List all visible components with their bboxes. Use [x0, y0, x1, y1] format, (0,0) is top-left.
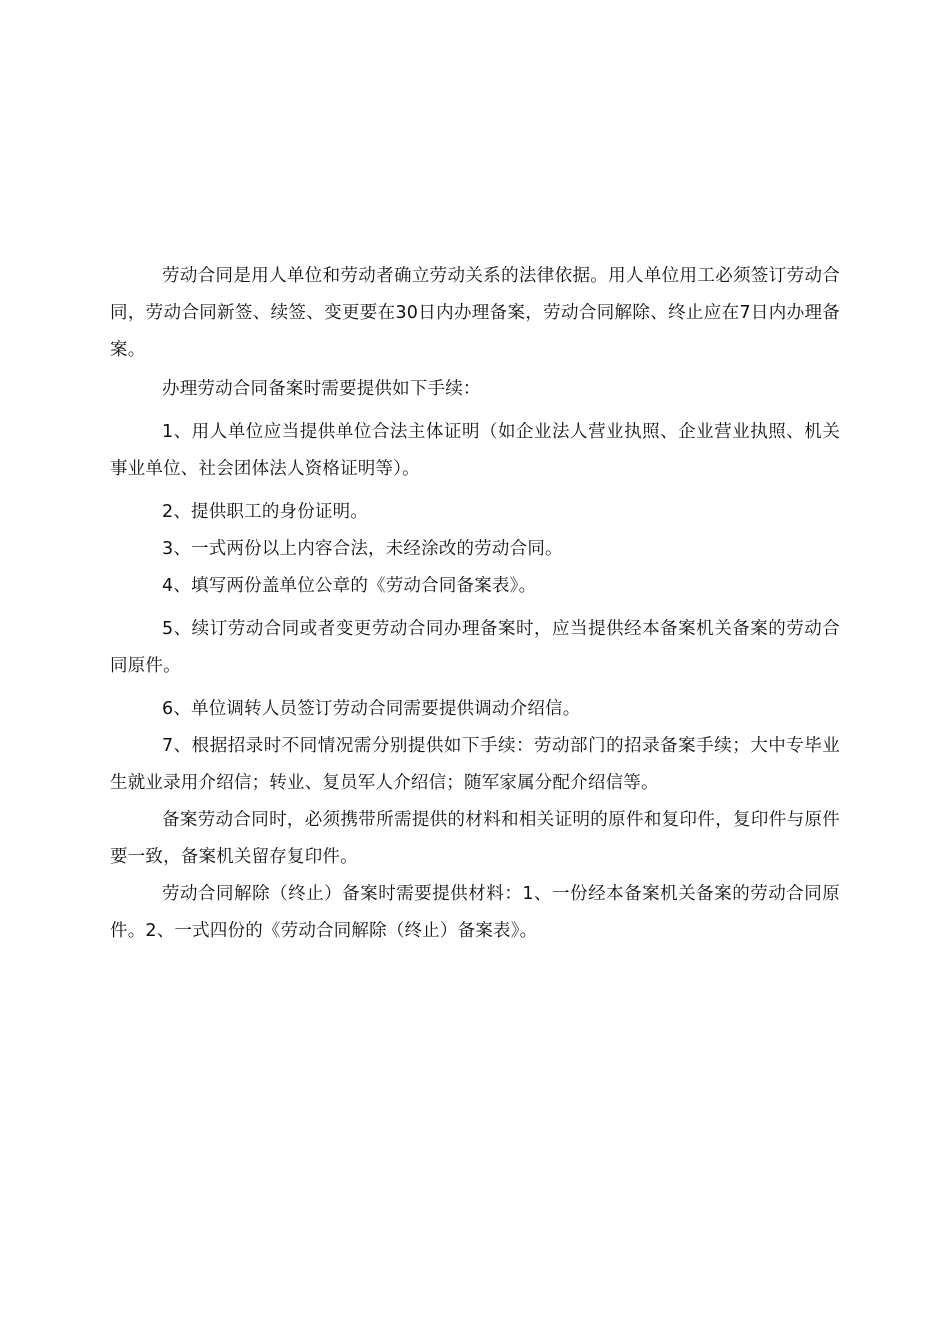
paragraph-item-7: 7、根据招录时不同情况需分别提供如下手续：劳动部门的招录备案手续；大中专毕业生就业录用介绍信；转业、复员军人介绍信；随军家属分配介绍信等。 — [110, 736, 840, 793]
paragraph-procedures-heading: 办理劳动合同备案时需要提供如下手续： — [162, 379, 481, 399]
paragraph-item-3: 3、一式两份以上内容合法，未经涂改的劳动合同。 — [162, 539, 563, 559]
paragraph-item-6: 6、单位调转人员签订劳动合同需要提供调动介绍信。 — [162, 699, 581, 719]
paragraph-item-1: 1、用人单位应当提供单位合法主体证明（如企业法人营业执照、企业营业执照、机关事业单位、社会团体法人资格证明等）。 — [110, 422, 840, 479]
paragraph-item-4: 4、填写两份盖单位公章的《劳动合同备案表》。 — [162, 576, 537, 596]
paragraph-item-5: 5、续订劳动合同或者变更劳动合同办理备案时，应当提供经本备案机关备案的劳动合同原件。 — [110, 619, 840, 676]
paragraph-item-2: 2、提供职工的身份证明。 — [162, 502, 369, 522]
paragraph-intro: 劳动合同是用人单位和劳动者确立劳动关系的法律依据。用人单位用工必须签订劳动合同，劳动合同新签、续签、变更要在30日内办理备案，劳动合同解除、终止应在7日内办理备案。 — [110, 266, 840, 360]
document-body — [110, 258, 840, 950]
paragraph-copies-note: 备案劳动合同时，必须携带所需提供的材料和相关证明的原件和复印件，复印件与原件要一致，备案机关留存复印件。 — [110, 810, 840, 867]
paragraph-termination: 劳动合同解除（终止）备案时需要提供材料：1、一份经本备案机关备案的劳动合同原件。2、一式四份的《劳动合同解除（终止）备案表》。 — [110, 884, 840, 941]
